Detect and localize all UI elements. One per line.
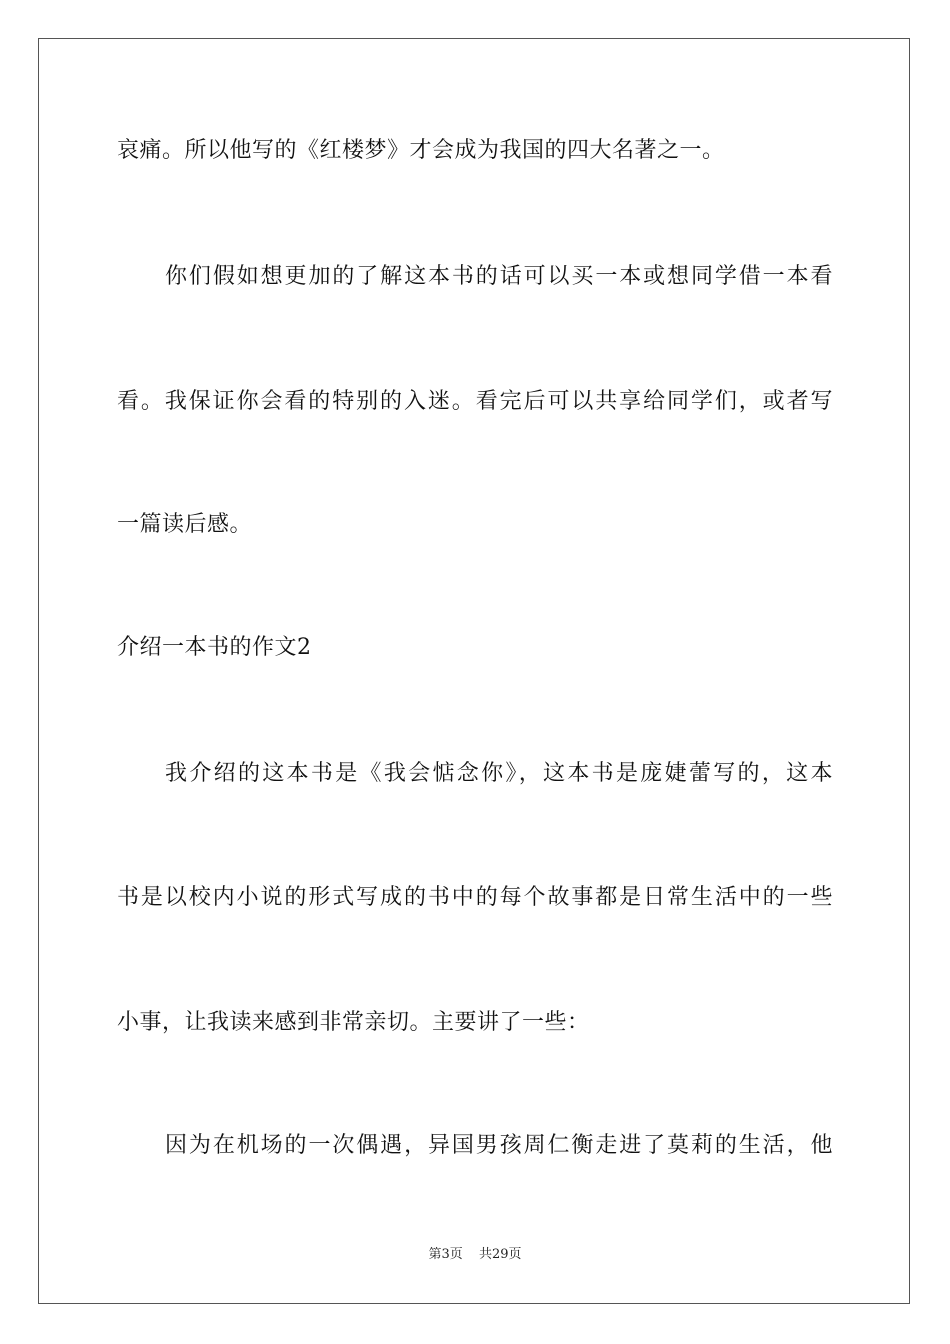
text-line-1: 哀痛。所以他写的《红楼梦》才会成为我国的四大名著之一。	[117, 138, 725, 163]
text-line-3: 看。我保证你会看的特别的入迷。看完后可以共享给同学们，或者写	[117, 389, 833, 414]
page-number: 第3页	[428, 1247, 463, 1262]
page-total: 共29页	[478, 1247, 522, 1262]
text-line-8: 小事，让我读来感到非常亲切。主要讲了一些：	[117, 1010, 590, 1035]
section-heading: 介绍一本书的作文2	[117, 635, 312, 660]
text-line-4: 一篇读后感。	[117, 512, 253, 537]
text-line-7: 书是以校内小说的形式写成的书中的每个故事都是日常生活中的一些	[117, 885, 833, 910]
page-footer	[0, 1246, 950, 1264]
paragraph-start-line-3: 因为在机场的一次偶遇，异国男孩周仁衡走进了莫莉的生活，他	[165, 1133, 833, 1158]
paragraph-start-line-2: 我介绍的这本书是《我会惦念你》，这本书是庞婕蕾写的，这本	[165, 761, 833, 786]
paragraph-start-line: 你们假如想更加的了解这本书的话可以买一本或想同学借一本看	[165, 264, 833, 289]
page-border	[38, 38, 910, 1304]
